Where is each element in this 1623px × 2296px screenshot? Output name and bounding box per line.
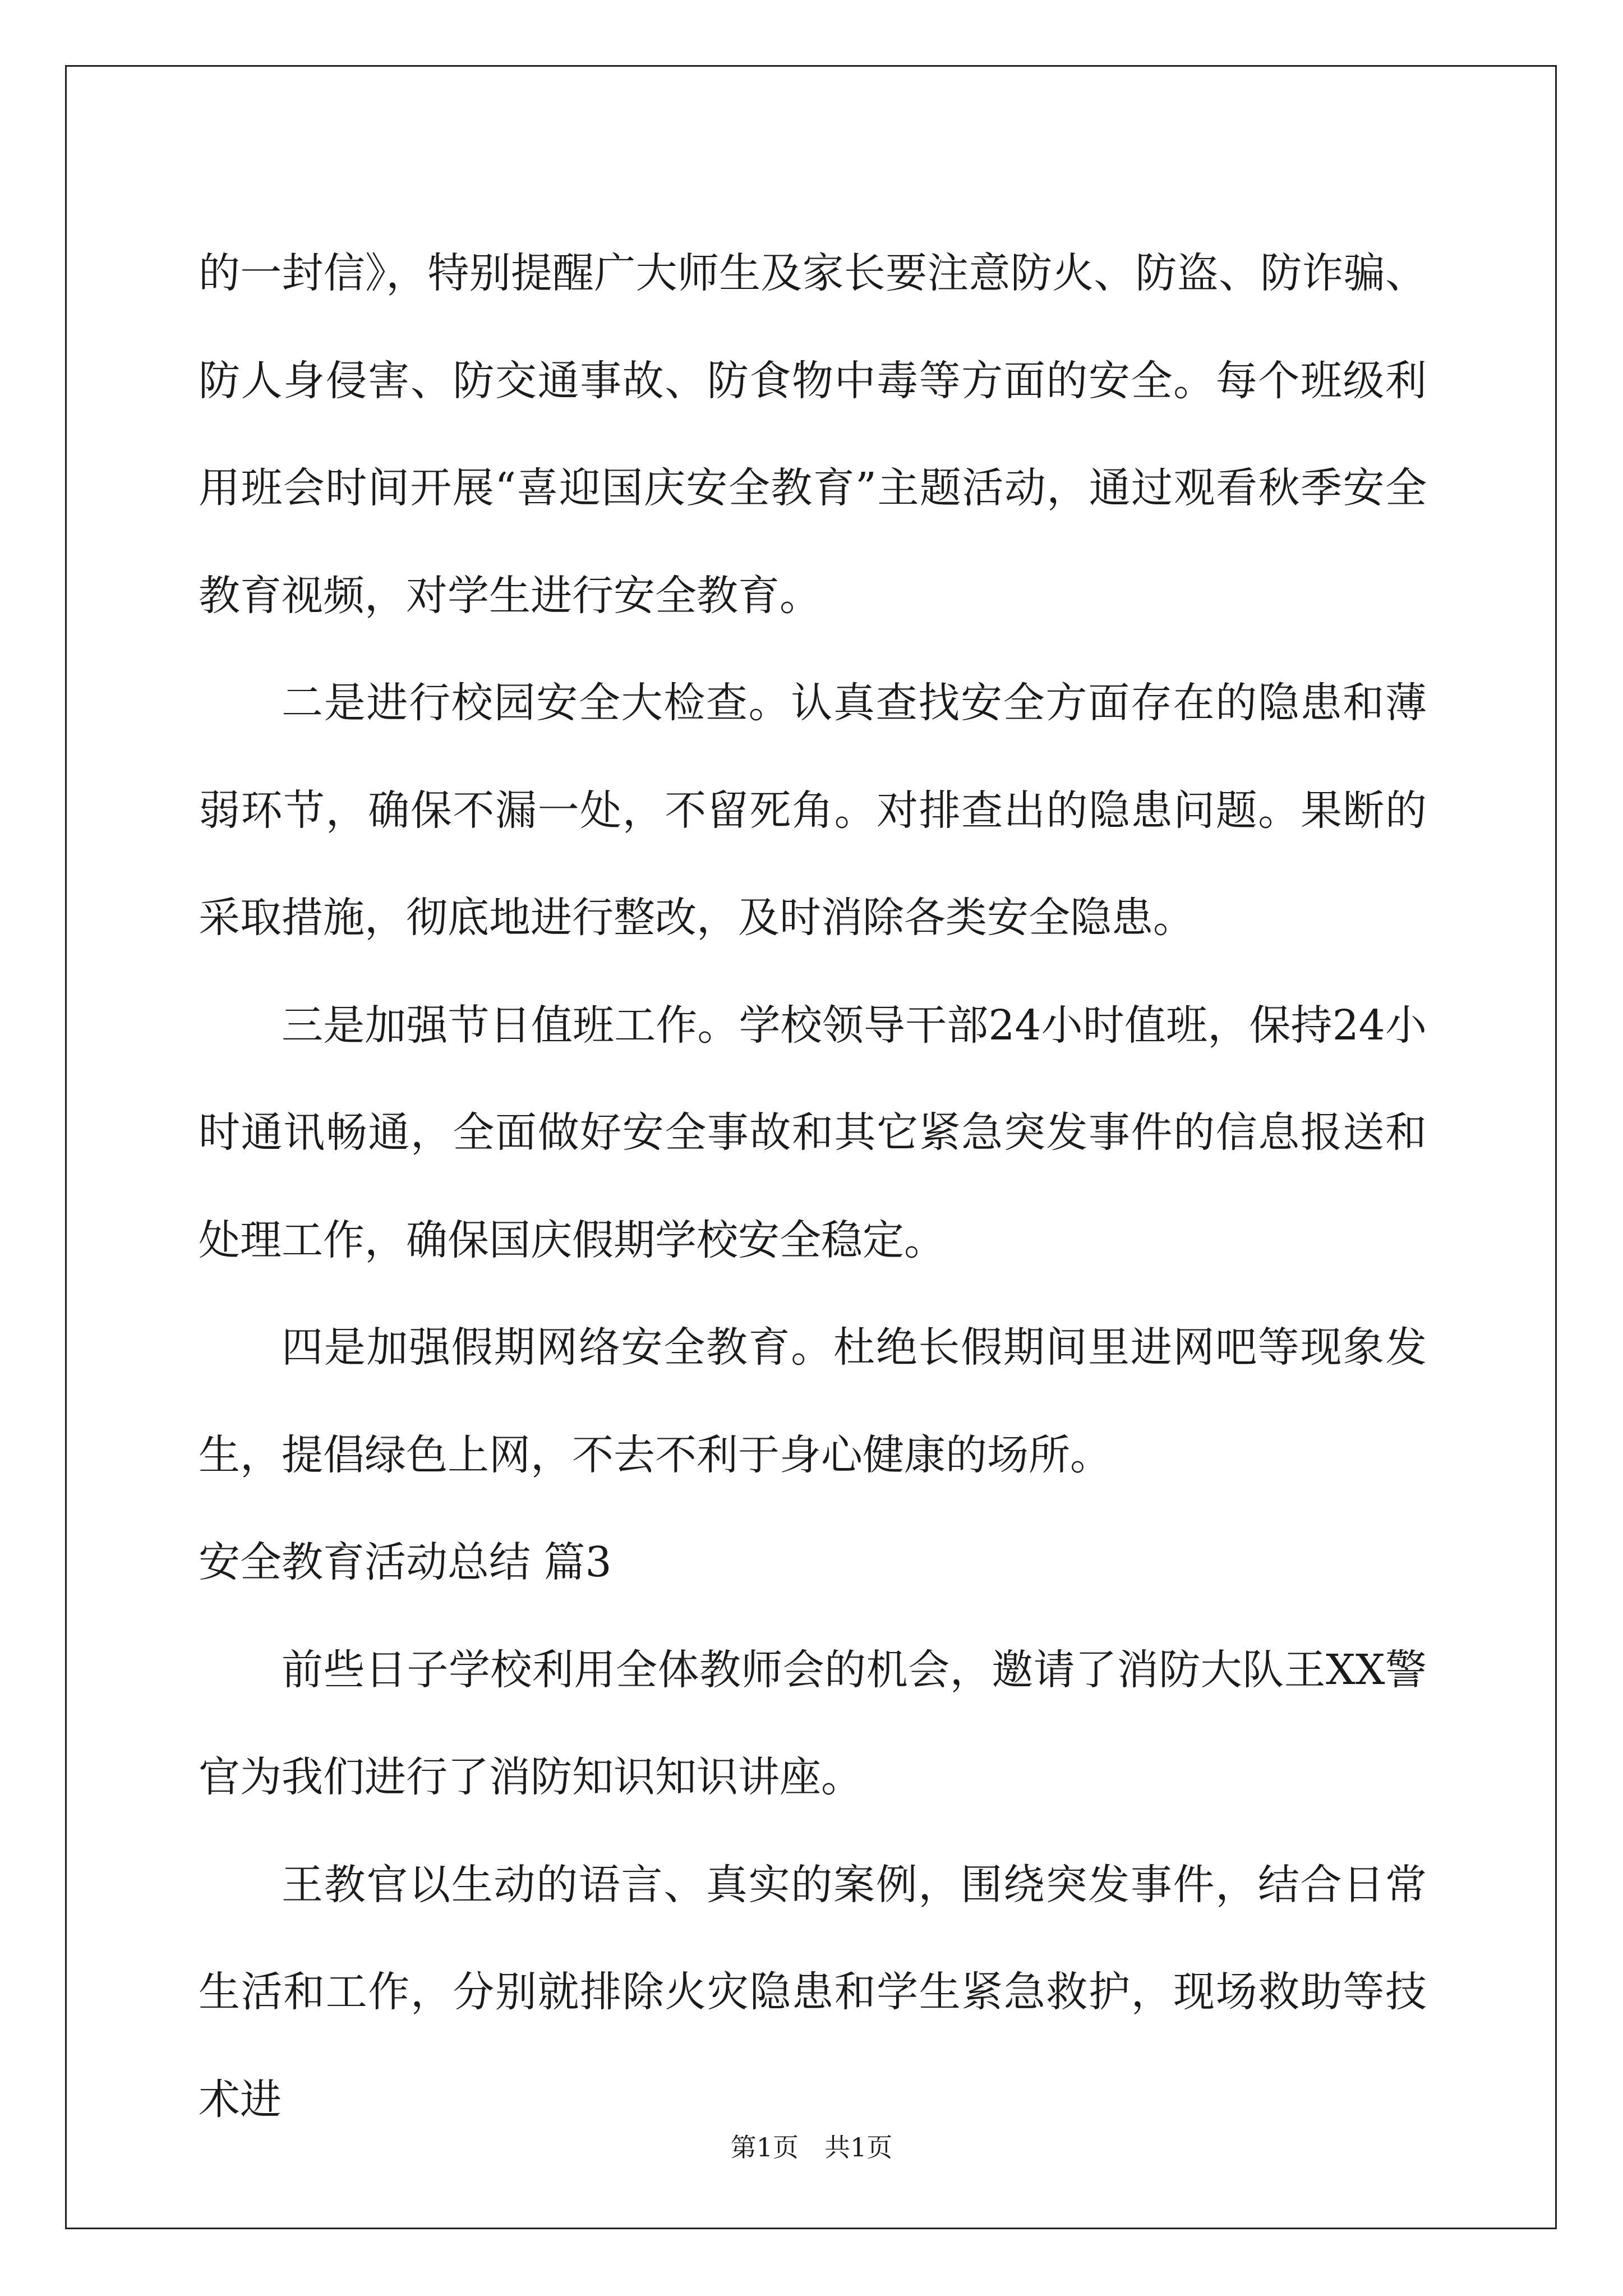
paragraph-6: 王教官以生动的语言、真实的案例，围绕突发事件，结合日常生活和工作，分别就排除火灾隐患和学生紧急救护，现场救助等技术进 <box>199 1860 1427 2124</box>
current-page-label: 第1页 <box>730 2132 799 2162</box>
total-pages-label: 共1页 <box>824 2132 893 2162</box>
paragraph-5: 前些日子学校利用全体教师会的机会，邀请了消防大队王XX警官为我们进行了消防知识知识讲座。 <box>199 1645 1427 1801</box>
paragraph-3: 三是加强节日值班工作。学校领导干部24小时值班，保持24小时通讯畅通，全面做好安全事故和其它紧急突发事件的信息报送和处理工作，确保国庆假期学校安全稳定。 <box>199 1001 1427 1264</box>
page-footer <box>0 2127 1623 2164</box>
paragraph-2: 二是进行校园安全大检查。认真查找安全方面存在的隐患和薄弱环节，确保不漏一处，不留死角。对排查出的隐患问题。果断的采取措施，彻底地进行整改，及时消除各类安全隐患。 <box>199 679 1427 942</box>
paragraph-1: 的一封信》，特别提醒广大师生及家长要注意防火、防盗、防诈骗、防人身侵害、防交通事故、防食物中毒等方面的安全。每个班级利用班会时间开展“喜迎国庆安全教育”主题活动，通过观看秋季安全教育视频，对学生进行安全教育。 <box>199 249 1427 620</box>
document-body <box>199 220 1427 2154</box>
paragraph-4: 四是加强假期网络安全教育。杜绝长假期间里进网吧等现象发生，提倡绿色上网，不去不利于身心健康的场所。 <box>199 1323 1427 1479</box>
section-heading: 安全教育活动总结 篇3 <box>199 1538 612 1586</box>
